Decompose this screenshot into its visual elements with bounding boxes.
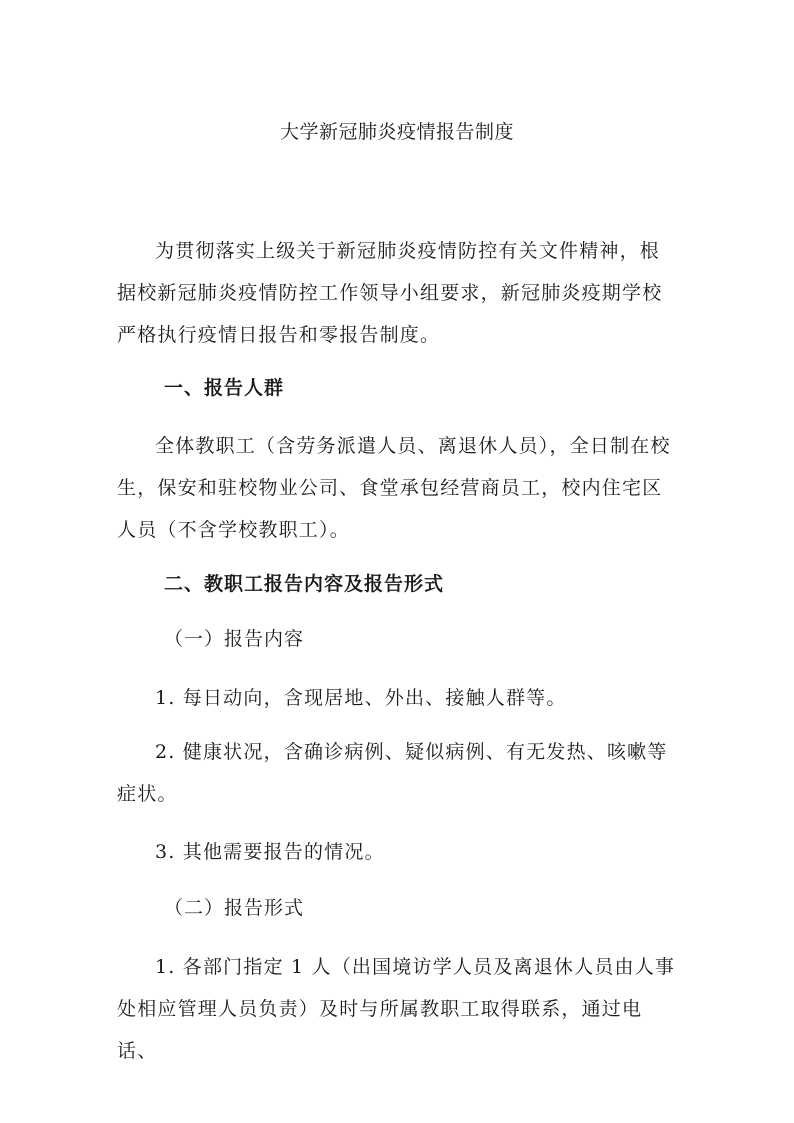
sub1-item1-text: 1. 每日动向，含现居地、外出、接触人群等。 — [155, 687, 567, 709]
section1-paragraph — [117, 425, 677, 551]
intro-text: 为贯彻落实上级关于新冠肺炎疫情防控有关文件精神，根据校新冠肺炎疫情防控工作领导小组要求，新冠肺炎疫期学校严格执行疫情日报告和零报告制度。 — [117, 240, 663, 346]
section1-text: 全体教职工（含劳务派遣人员、离退休人员），全日制在校生，保安和驻校物业公司、食堂承包经营商员工，校内住宅区人员（不含学校教职工）。 — [117, 435, 671, 541]
sub1-item3-paragraph — [117, 831, 677, 873]
section2-sub2-heading: （二）报告形式 — [164, 897, 305, 919]
section2-sub1-heading: （一）报告内容 — [164, 628, 305, 650]
intro-paragraph — [117, 230, 677, 356]
sub1-item3-text: 3. 其他需要报告的情况。 — [155, 841, 385, 863]
document-title: 大学新冠肺炎疫情报告制度 — [279, 121, 514, 143]
sub1-item1-paragraph — [117, 677, 677, 719]
sub1-item2-paragraph — [117, 731, 677, 815]
section1-heading: 一、报告人群 — [164, 377, 285, 399]
section2-heading: 二、教职工报告内容及报告形式 — [164, 573, 445, 595]
sub1-item2-text: 2. 健康状况，含确诊病例、疑似病例、有无发热、咳嗽等症状。 — [117, 741, 668, 805]
sub2-item1-text: 1. 各部门指定 1 人（出国境访学人员及离退休人员由人事处相应管理人员负责）及时与所属教职工取得联系，通过电话、 — [117, 956, 676, 1062]
sub2-item1-paragraph — [117, 946, 677, 1072]
